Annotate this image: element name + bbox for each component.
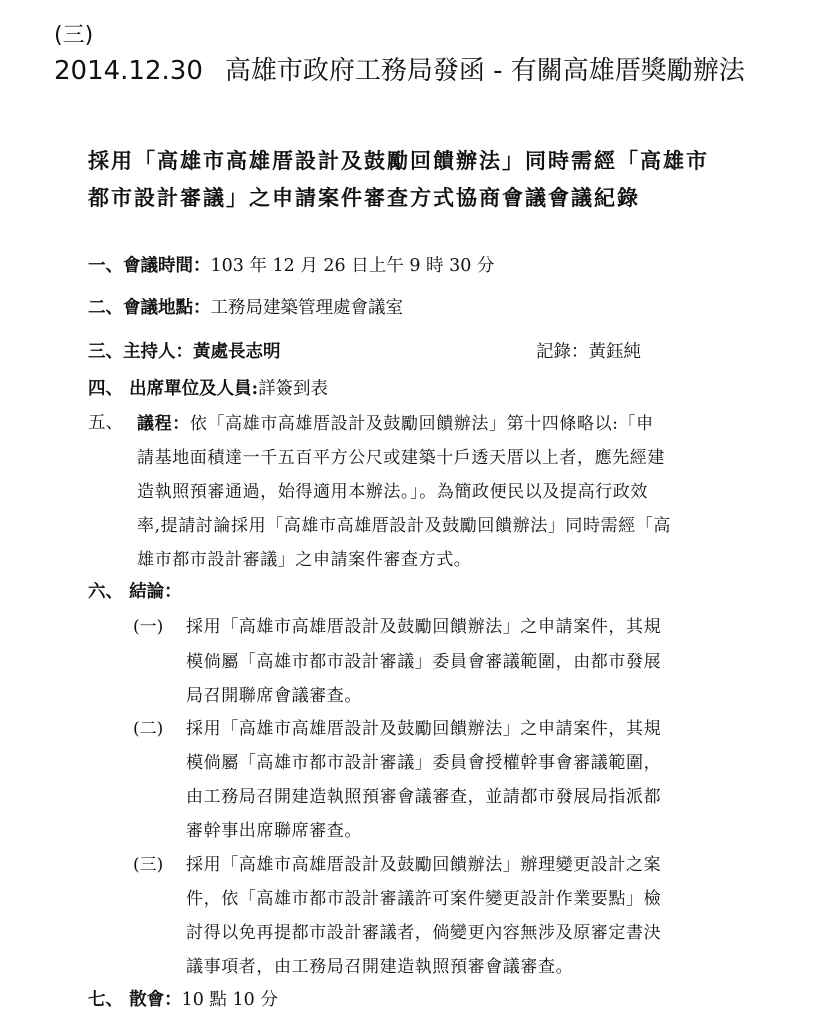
meeting-place: [88, 294, 403, 319]
document-title: [88, 142, 738, 216]
agenda-line-4: 率,提請討論採用「高雄市高雄厝設計及鼓勵回饋辦法」同時需經「高: [137, 516, 672, 536]
conclusion-1-line-1: 採用「高雄市高雄厝設計及鼓勵回饋辦法」之申請案件，其規: [186, 617, 662, 637]
meeting-chair-value: 黃處長志明: [193, 342, 281, 362]
meeting-chair: [88, 338, 281, 363]
conclusion-heading: 六、 結論：: [88, 582, 182, 602]
meeting-place-value: 工務局建築管理處會議室: [210, 298, 403, 318]
conclusion-3-line-3: 討得以免再提都市設計審議者，倘變更內容無涉及原審定書決: [186, 923, 662, 943]
conclusion-3-line-4: 議事項者，由工務局召開建造執照預審會議審查。: [186, 957, 574, 977]
conclusion-2-line-1: 採用「高雄市高雄厝設計及鼓勵回饋辦法」之申請案件，其規: [186, 719, 662, 739]
meeting-time: [88, 252, 494, 277]
conclusion-1-number: (一): [133, 617, 164, 637]
adjourn-label: 七、 散會：: [88, 990, 182, 1010]
title-text: 高雄市政府工務局發函 - 有關高雄厝獎勵辦法: [224, 56, 745, 86]
meeting-attendance: [88, 375, 328, 400]
agenda-line-5: 雄市都市設計審議」之申請案件審查方式。: [137, 550, 472, 570]
conclusion-1-line-2: 模倘屬「高雄市都市設計審議」委員會審議範圍，由都市發展: [186, 652, 662, 672]
document-title-line-2: 都市設計審議」之申請案件審查方式協商會議會議紀錄: [88, 185, 640, 210]
conclusion-2-line-2: 模倘屬「高雄市都市設計審議」委員會授權幹事會審議範圍，: [186, 753, 662, 773]
agenda-number: 五、: [88, 413, 123, 433]
agenda-label: 議程：: [137, 414, 190, 434]
page-title: [54, 50, 745, 87]
conclusion-2-number: (二): [133, 719, 164, 739]
agenda-line-3: 造執照預審通過，始得適用本辦法。」。為簡政便民以及提高行政效: [137, 482, 648, 502]
title-date: 2014.12.30: [54, 56, 203, 86]
conclusion-2-line-4: 審幹事出席聯席審查。: [186, 821, 362, 841]
conclusion-3-number: (三): [133, 855, 164, 875]
meeting-time-label: 一、會議時間：: [88, 256, 211, 276]
conclusion-3-line-2: 件，依「高雄市都市設計審議許可案件變更設計作業要點」檢: [186, 889, 662, 909]
meeting-chair-label: 三、主持人：: [88, 342, 193, 362]
conclusion-3-line-1: 採用「高雄市高雄厝設計及鼓勵回饋辦法」辦理變更設計之案: [186, 855, 662, 875]
agenda-line-1: [137, 409, 654, 434]
meeting-time-value: 103 年 12 月 26 日上午 9 時 30 分: [210, 256, 495, 276]
agenda-text-1: 依「高雄市高雄厝設計及鼓勵回饋辦法」第十四條略以:「申: [189, 414, 654, 434]
conclusion-1-line-3: 局召開聯席會議審查。: [186, 686, 362, 706]
conclusion-2-line-3: 由工務局召開建造執照預審會議審查，並請都市發展局指派都: [186, 787, 662, 807]
meeting-place-label: 二、會議地點：: [88, 298, 211, 318]
adjourn-value: 10 點 10 分: [181, 990, 278, 1010]
agenda-line-2: 請基地面積達一千五百平方公尺或建築十戶透天厝以上者，應先經建: [137, 448, 665, 468]
meeting-attendance-label: 四、 出席單位及人員:: [88, 379, 259, 399]
document-title-line-1: 採用「高雄市高雄厝設計及鼓勵回饋辦法」同時需經「高雄市: [88, 148, 709, 173]
meeting-attendance-value: 詳簽到表: [258, 379, 329, 399]
adjourn: [88, 986, 278, 1011]
section-index: (三): [54, 23, 94, 48]
meeting-recorder: 記錄：黃鈺純: [536, 342, 641, 362]
